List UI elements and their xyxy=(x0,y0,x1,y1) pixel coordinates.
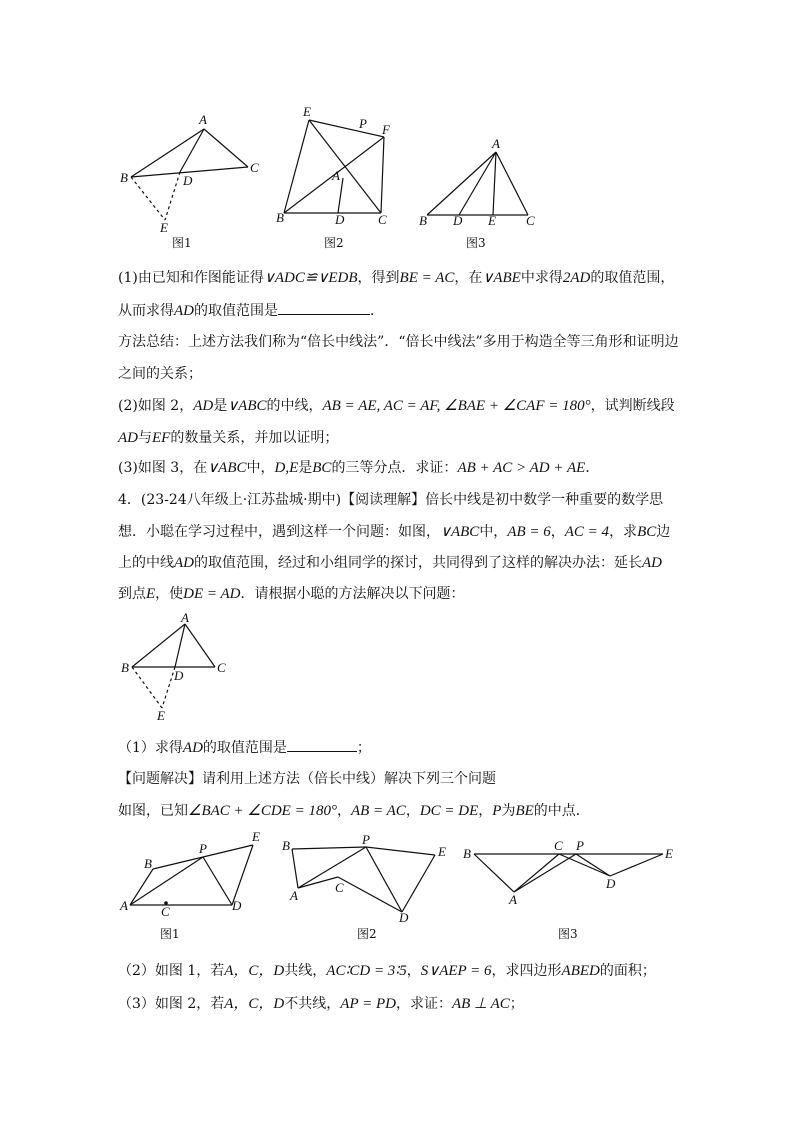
label-a: A xyxy=(290,888,298,903)
label-d: D xyxy=(174,668,184,683)
p4q2-line: （2）如图 1，若A，C，D共线，AC∶CD = 3∶5，S∨AEP = 6，求四边形ABED的面积； xyxy=(118,963,656,979)
bottom-fig2-diagram xyxy=(292,847,435,912)
label-p: P xyxy=(362,832,370,847)
label-c: C xyxy=(217,660,226,675)
label-f: F xyxy=(382,122,390,137)
middle-diagram xyxy=(132,624,215,708)
label-e: E xyxy=(488,213,496,228)
answer-blank[interactable] xyxy=(278,300,370,315)
p4q3-line: （3）如图 2，若A，C，D不共线，AP = PD，求证：AB ⊥ AC； xyxy=(118,996,524,1012)
top-fig3-diagram xyxy=(427,152,528,215)
caption-top-fig1: 图1 xyxy=(172,236,192,250)
label-b: B xyxy=(276,210,284,225)
q1-line2: 从而求得AD的取值范围是 ． xyxy=(118,300,384,321)
label-d: D xyxy=(399,910,409,925)
label-b: B xyxy=(282,838,290,853)
label-c: C xyxy=(554,838,563,853)
label-b: B xyxy=(463,846,471,861)
label-b: B xyxy=(120,170,128,185)
p4-line1: 4．(23-24八年级上·江苏盐城·期中)【阅读理解】倍长中线是初中数学一种重要的数学思 xyxy=(118,492,664,508)
label-e: E xyxy=(252,829,260,844)
label-a: A xyxy=(332,168,340,183)
label-p: P xyxy=(199,841,207,856)
bottom-fig1-diagram xyxy=(130,845,253,905)
label-c: C xyxy=(378,212,387,227)
label-a: A xyxy=(492,136,500,151)
p4-line3: 上的中线AD的取值范围，经过和小组同学的探讨，共同得到了这样的解决办法：延长AD xyxy=(118,555,662,571)
label-p: P xyxy=(576,838,584,853)
label-a: A xyxy=(509,892,517,907)
label-a: A xyxy=(181,610,189,625)
label-p: P xyxy=(359,116,367,131)
given-line: 如图，已知∠BAC + ∠CDE = 180°，AB = AC，DC = DE，P为BE的中点． xyxy=(118,803,590,819)
solve-line: 【问题解决】请利用上述方法（倍长中线）解决下列三个问题 xyxy=(118,771,496,787)
caption-top-fig3: 图3 xyxy=(466,236,486,250)
label-b: B xyxy=(121,660,129,675)
label-d: D xyxy=(453,213,463,228)
bottom-fig3-diagram xyxy=(474,854,663,892)
label-e: E xyxy=(160,220,168,235)
label-d: D xyxy=(183,173,193,188)
caption-bottom-fig1: 图1 xyxy=(160,927,180,941)
label-a: A xyxy=(199,112,207,127)
summary-line2: 之间的关系； xyxy=(118,366,202,382)
label-d: D xyxy=(232,898,242,913)
label-c: C xyxy=(161,904,170,919)
q2-line2: AD与EF的数量关系，并加以证明； xyxy=(118,430,339,446)
p4-line4: 到点E，使DE = AD．请根据小聪的方法解决以下问题： xyxy=(118,586,465,602)
answer-blank[interactable] xyxy=(287,737,357,752)
label-d: D xyxy=(335,212,345,227)
q3-line: (3)如图 3，在∨ABC中，D,E是BC的三等分点．求证：AB + AC > AD + AE． xyxy=(118,460,600,476)
label-b: B xyxy=(419,213,427,228)
label-a: A xyxy=(120,898,128,913)
label-e: E xyxy=(665,846,673,861)
summary-line1: 方法总结：上述方法我们称为“倍长中线法”．“倍长中线法”多用于构造全等三角形和证明边 xyxy=(118,334,679,350)
caption-top-fig2: 图2 xyxy=(324,236,344,250)
label-e: E xyxy=(157,708,165,723)
p4-line2: 想．小聪在学习过程中，遇到这样一个问题：如图，∨ABC中，AB = 6，AC = 4，求BC边 xyxy=(118,524,671,540)
top-fig2-diagram xyxy=(284,120,384,213)
label-c: C xyxy=(526,213,535,228)
label-b: B xyxy=(144,856,152,871)
label-c: C xyxy=(335,880,344,895)
caption-bottom-fig2: 图2 xyxy=(357,927,377,941)
label-e: E xyxy=(303,104,311,119)
p4q1-line: （1）求得AD的取值范围是 ； xyxy=(118,737,371,758)
label-d: D xyxy=(606,876,616,891)
q2-line1: (2)如图 2，AD是∨ABC的中线，AB = AE, AC = AF, ∠BAE + ∠CAF = 180°，试判断线段 xyxy=(118,398,675,414)
q1-line1: (1)由已知和作图能证得∨ADC≌∨EDB，得到BE = AC，在∨ABE中求得2AD的取值范围， xyxy=(118,270,675,286)
caption-bottom-fig3: 图3 xyxy=(558,927,578,941)
label-e: E xyxy=(438,844,446,859)
label-c: C xyxy=(250,160,259,175)
